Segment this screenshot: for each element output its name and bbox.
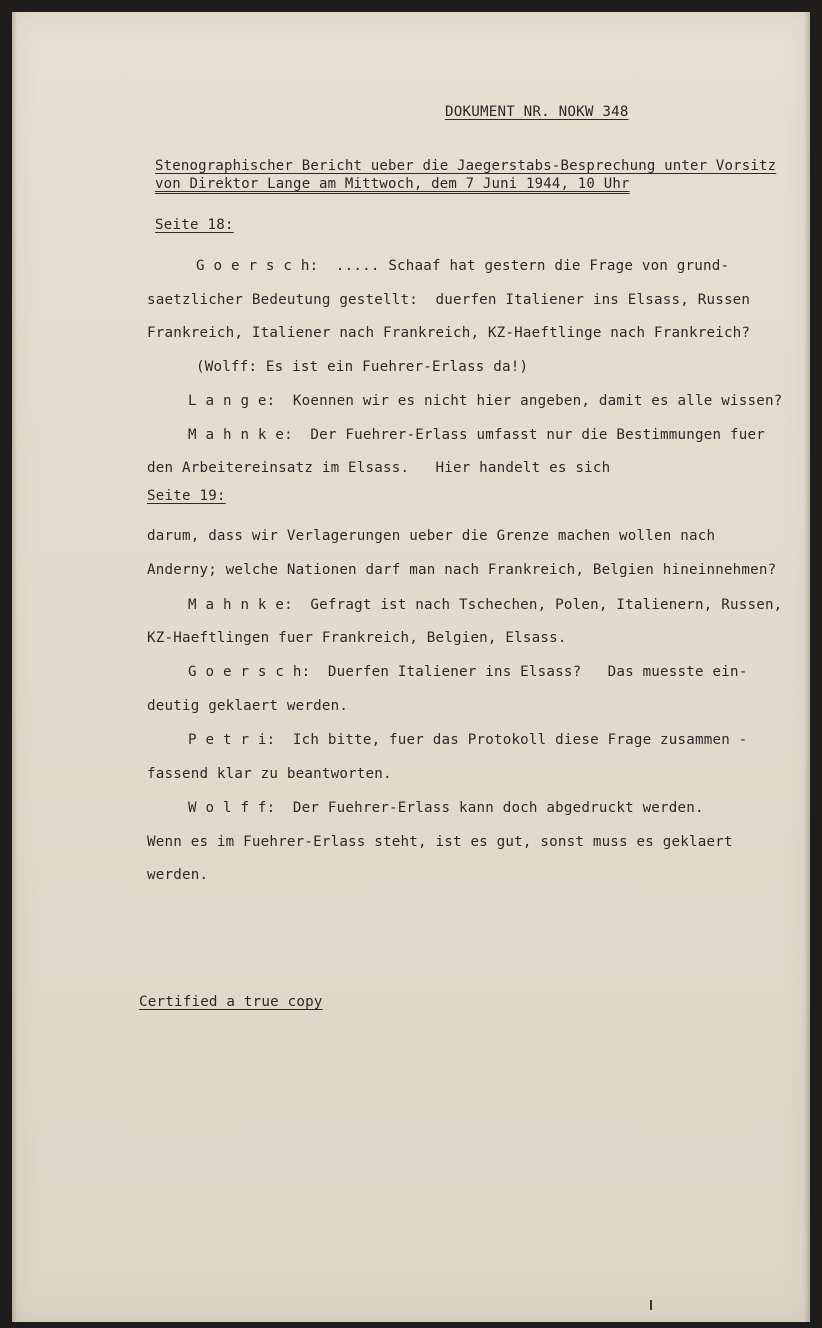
page-right-edge	[804, 12, 810, 1322]
body-line: G o e r s c h: ..... Schaaf hat gestern die Frage von grund-	[196, 258, 730, 274]
body-line: Anderny; welche Nationen darf man nach Frankreich, Belgien hineinnehmen?	[147, 562, 777, 578]
body-line: saetzlicher Bedeutung gestellt: duerfen Italiener ins Elsass, Russen	[147, 292, 751, 308]
body-line: KZ-Haeftlingen fuer Frankreich, Belgien, Elsass.	[147, 630, 567, 646]
page-reference-18: Seite 18:	[155, 217, 234, 233]
document-number: DOKUMENT NR. NOKW 348	[445, 104, 629, 120]
title-line-1: Stenographischer Bericht ueber die Jaegerstabs-Besprechung unter Vorsitz	[155, 158, 777, 174]
body-line: deutig geklaert werden.	[147, 698, 349, 714]
body-line: W o l f f: Der Fuehrer-Erlass kann doch abgedruckt werden.	[188, 800, 704, 816]
page-left-edge	[12, 12, 17, 1322]
body-line: Wenn es im Fuehrer-Erlass steht, ist es gut, sonst muss es geklaert	[147, 834, 733, 850]
ink-mark	[650, 1300, 652, 1310]
body-line: M a h n k e: Gefragt ist nach Tschechen, Polen, Italienern, Russen,	[188, 597, 783, 613]
body-line: M a h n k e: Der Fuehrer-Erlass umfasst nur die Bestimmungen fuer	[188, 427, 765, 443]
body-line: den Arbeitereinsatz im Elsass. Hier handelt es sich	[147, 460, 611, 476]
certification-note: Certified a true copy	[139, 994, 323, 1010]
body-line: (Wolff: Es ist ein Fuehrer-Erlass da!)	[196, 359, 529, 375]
body-line: werden.	[147, 867, 209, 883]
body-line: fassend klar zu beantworten.	[147, 766, 392, 782]
body-line: L a n g e: Koennen wir es nicht hier angeben, damit es alle wissen?	[188, 393, 783, 409]
body-line: G o e r s c h: Duerfen Italiener ins Elsass? Das muesste ein-	[188, 664, 748, 680]
document-page	[12, 12, 810, 1322]
body-line: Frankreich, Italiener nach Frankreich, KZ-Haeftlinge nach Frankreich?	[147, 325, 751, 341]
page-reference-19: Seite 19:	[147, 488, 226, 504]
body-line: P e t r i: Ich bitte, fuer das Protokoll diese Frage zusammen -	[188, 732, 748, 748]
body-line: darum, dass wir Verlagerungen ueber die Grenze machen wollen nach	[147, 528, 716, 544]
title-line-2: von Direktor Lange am Mittwoch, dem 7 Juni 1944, 10 Uhr	[155, 176, 630, 192]
